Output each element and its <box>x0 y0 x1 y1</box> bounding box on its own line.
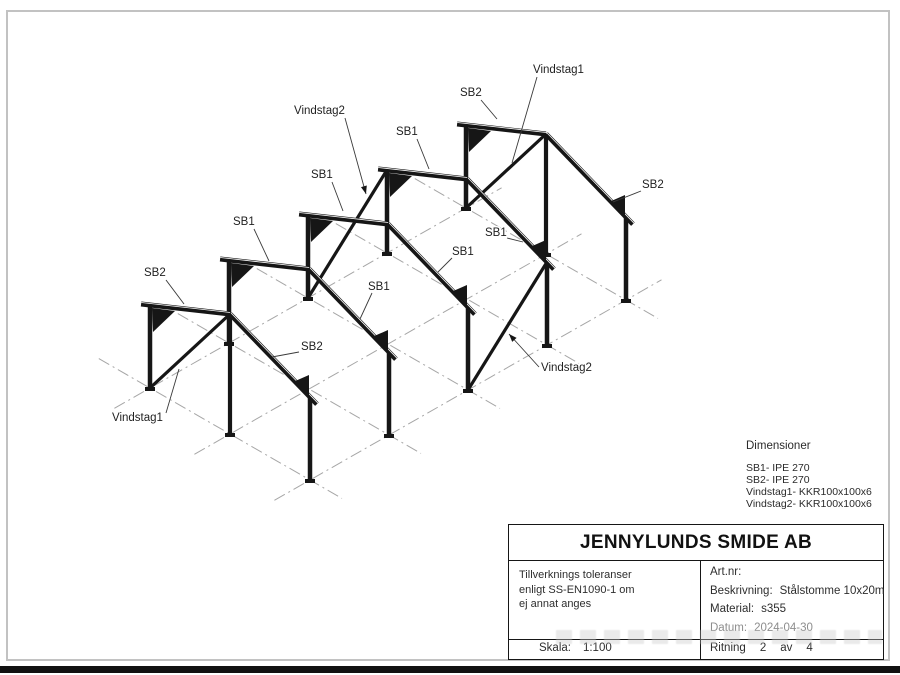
leader-line <box>512 77 537 163</box>
skala-row <box>509 640 701 659</box>
gable-wind-brace <box>150 314 230 388</box>
datum-label: Datum: <box>710 621 748 634</box>
title-block <box>508 524 884 660</box>
company-name: JENNYLUNDS SMIDE AB <box>509 525 883 561</box>
leader-line <box>332 182 343 211</box>
eave-gusset-left <box>231 263 254 287</box>
ritning-number: 2 <box>759 642 767 654</box>
leader-arrowhead <box>361 186 367 195</box>
base-plate <box>542 344 552 348</box>
material-label: Material: <box>710 603 755 615</box>
member-label: Vindstag2 <box>294 105 345 117</box>
leader-line <box>254 229 269 261</box>
ritning-label: Ritning <box>710 642 746 654</box>
member-label: SB1 <box>485 227 507 239</box>
tolerance-line: enligt SS-EN1090-1 om <box>519 583 635 596</box>
dimension-note: Vindstag2- KKR100x100x6 <box>746 498 872 510</box>
base-plate <box>303 297 313 301</box>
gable-wind-brace <box>466 134 546 208</box>
ritning-av-label: av <box>780 642 793 654</box>
skala-value: 1:100 <box>582 642 612 654</box>
material-row <box>710 603 884 615</box>
eave-gusset-left <box>389 173 412 197</box>
dimension-notes-lines <box>746 462 872 510</box>
leader-line <box>507 238 523 242</box>
member-label: SB1 <box>396 126 418 138</box>
steel-frames <box>141 123 634 484</box>
base-plate <box>384 434 394 438</box>
tolerance-note <box>509 561 701 639</box>
beskrivning-row <box>710 585 884 597</box>
base-plate <box>305 479 315 483</box>
member-label: Vindstag1 <box>112 412 163 424</box>
beskrivning-label: Beskrivning: <box>710 584 773 597</box>
eave-gusset-left <box>468 128 491 152</box>
base-plate <box>461 207 471 211</box>
ritning-row <box>701 640 883 659</box>
leader-line <box>438 258 452 272</box>
leader-line <box>613 191 641 202</box>
dimension-notes-title: Dimensioner <box>746 440 811 452</box>
member-label: Vindstag1 <box>533 64 584 76</box>
datum-row <box>710 622 884 634</box>
art-nr-label: Art.nr: <box>710 566 742 578</box>
leader-line <box>345 118 366 194</box>
leader-line <box>481 100 497 119</box>
tolerance-line: ej annat anges <box>519 598 592 610</box>
base-plate <box>382 252 392 256</box>
base-plate <box>225 433 235 437</box>
portal-frame <box>141 303 318 484</box>
beskrivning-value: Stålstomme 10x20m <box>779 584 885 597</box>
base-plate <box>145 387 155 391</box>
datum-value: 2024-04-30 <box>754 621 813 634</box>
title-block-fields <box>701 561 884 639</box>
leader-line <box>360 293 372 319</box>
skala-label: Skala: <box>539 642 571 654</box>
member-label: SB2 <box>460 87 482 99</box>
member-label: SB1 <box>368 281 390 293</box>
eave-gusset-left <box>310 218 333 242</box>
leader-line <box>166 280 184 304</box>
dimension-note: Vindstag1- KKR100x100x6 <box>746 486 872 498</box>
ritning-total: 4 <box>806 642 813 654</box>
member-label: SB1 <box>311 169 333 181</box>
dimension-note: SB2- IPE 270 <box>746 474 810 486</box>
leader-line <box>417 139 429 169</box>
member-label: SB1 <box>233 216 255 228</box>
member-label: SB2 <box>301 341 323 353</box>
member-label: Vindstag2 <box>541 362 592 374</box>
member-label: SB2 <box>144 267 166 279</box>
dimension-notes <box>746 440 872 510</box>
wall-wind-brace-right <box>468 262 547 390</box>
tolerance-line: Tillverknings toleranser <box>519 569 632 581</box>
dimension-note: SB1- IPE 270 <box>746 462 810 474</box>
member-label: SB1 <box>452 246 474 258</box>
leader-line <box>272 352 299 357</box>
material-value: s355 <box>761 603 787 615</box>
base-plate <box>621 299 631 303</box>
eave-gusset-left <box>152 308 175 332</box>
wind-braces <box>150 134 547 390</box>
art-nr-row <box>710 566 884 578</box>
base-plate <box>463 389 473 393</box>
sheet-bottom-bar <box>0 666 900 673</box>
member-label: SB2 <box>642 179 664 191</box>
